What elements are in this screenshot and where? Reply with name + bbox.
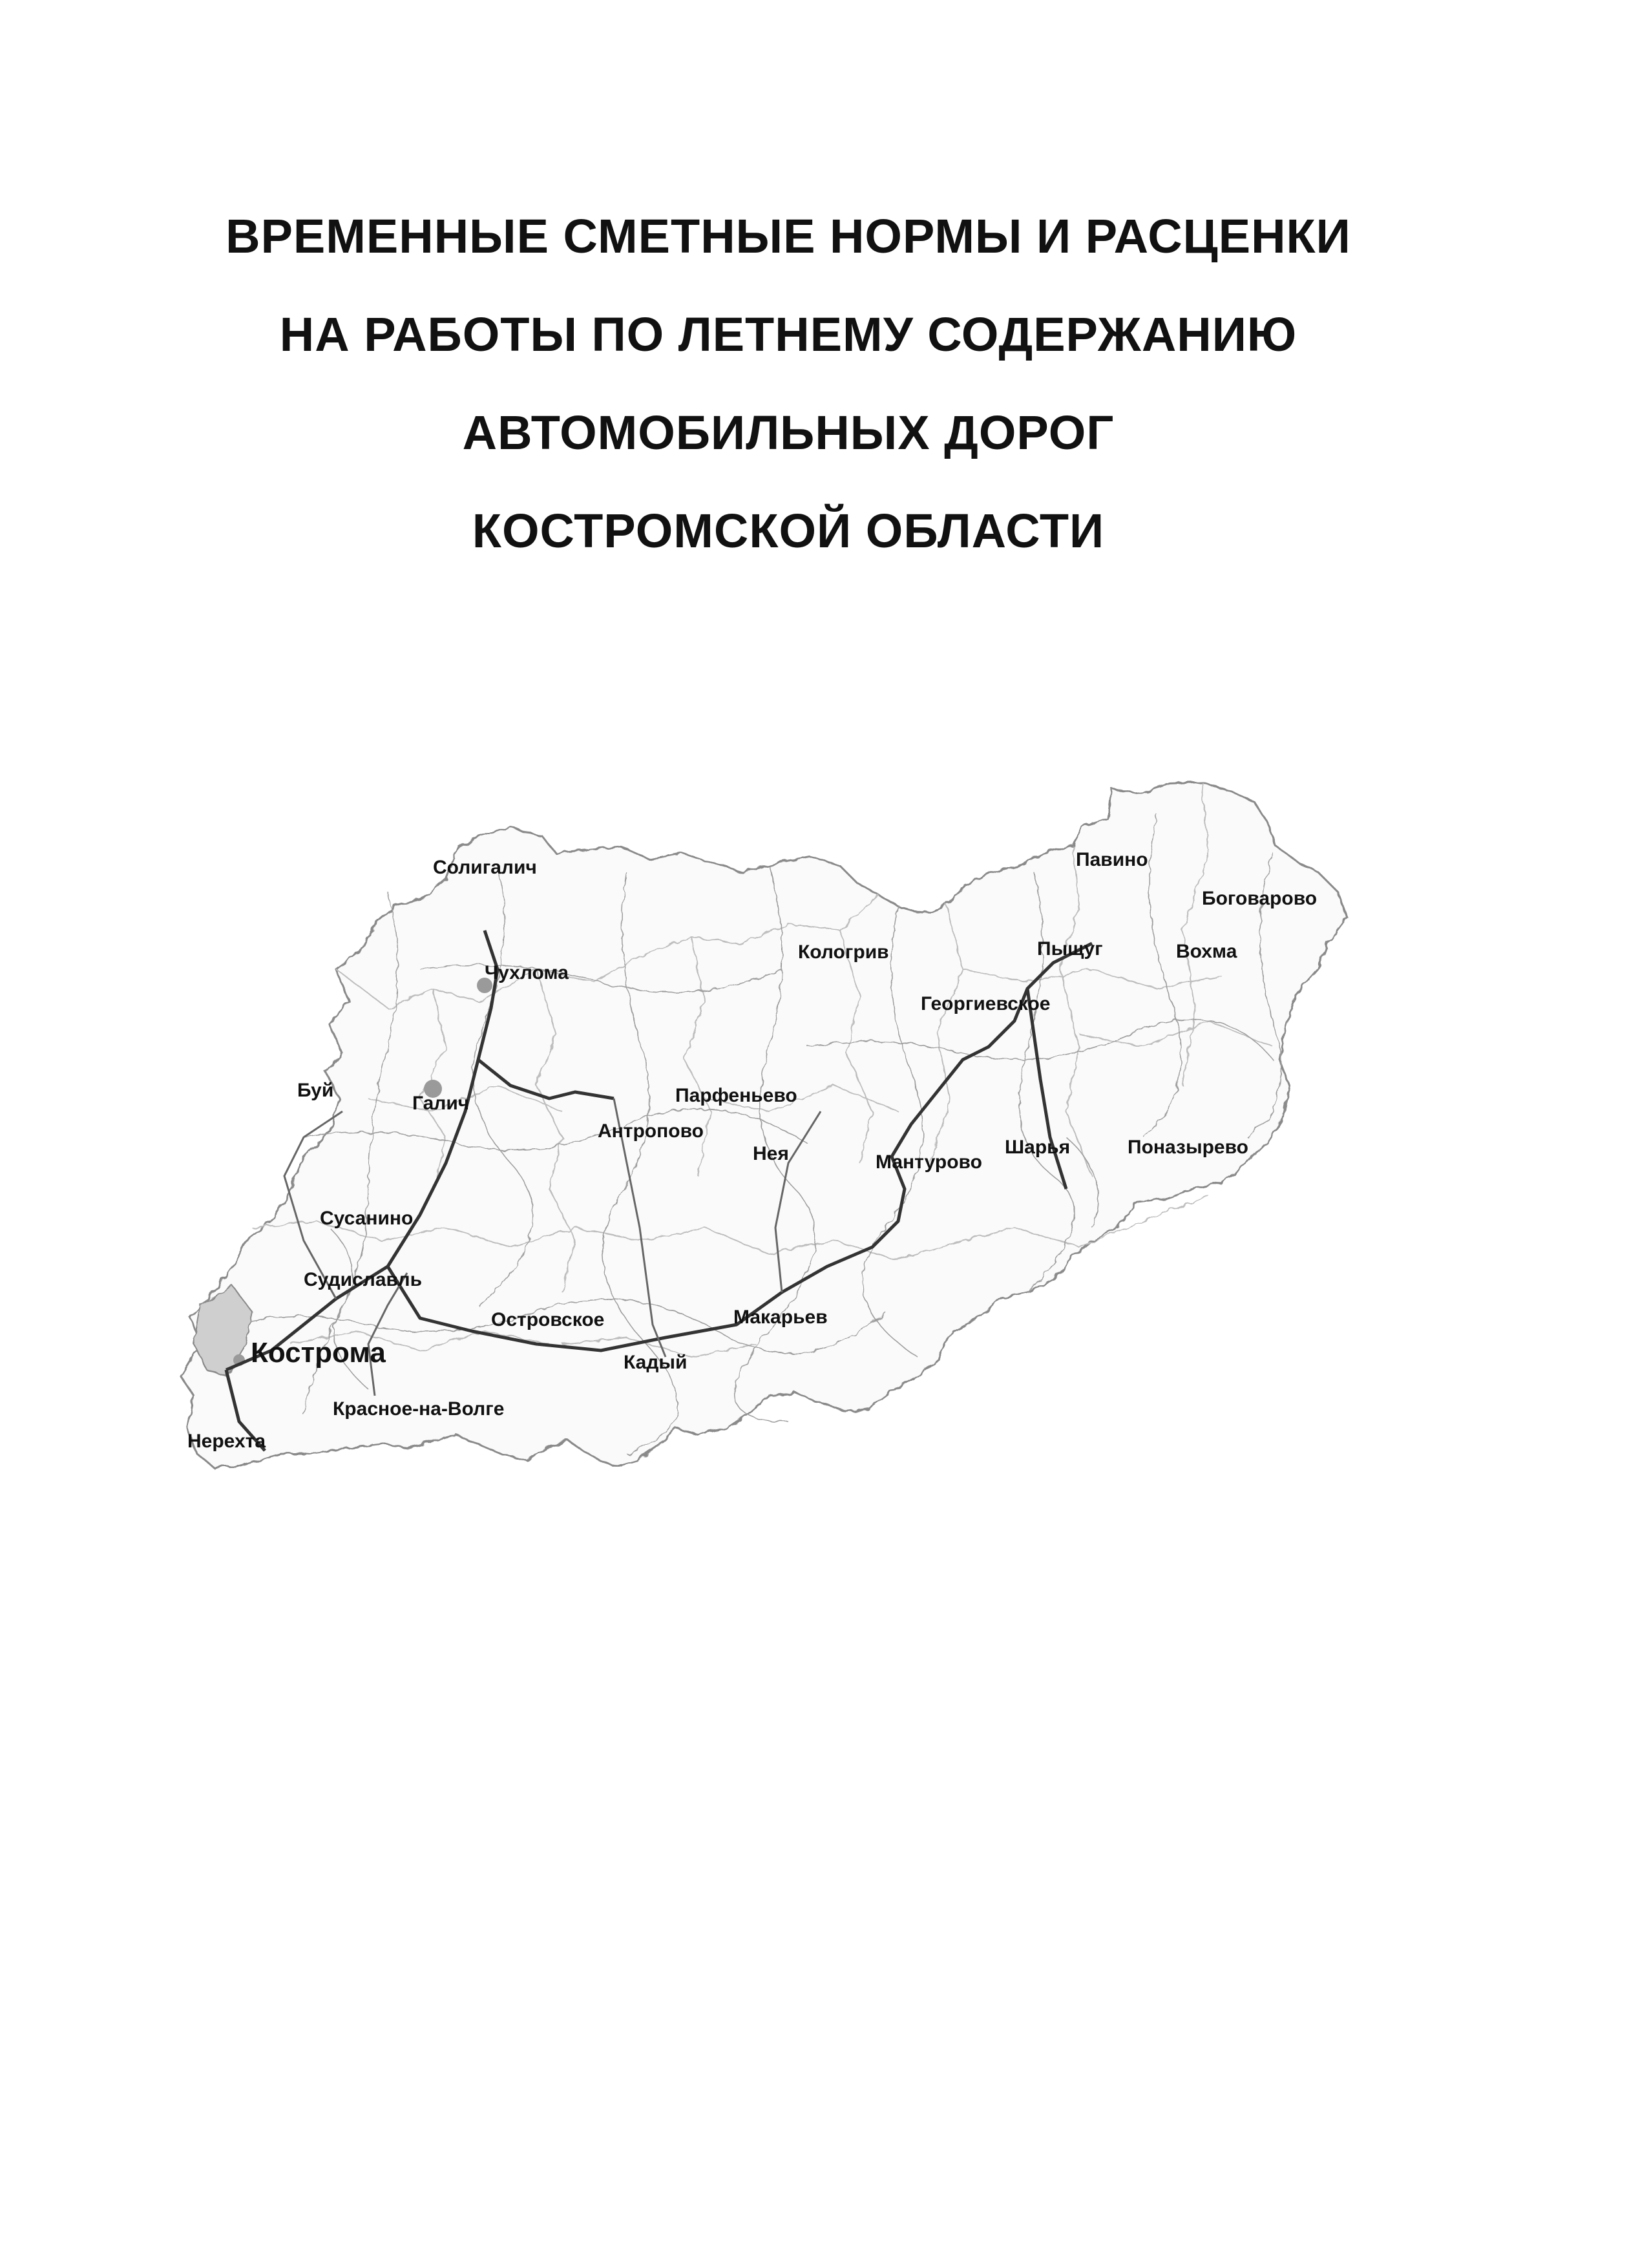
label-pavino: Павино [1076, 849, 1148, 870]
label-bui: Буй [297, 1080, 334, 1101]
label-vokhma: Вохма [1176, 941, 1237, 962]
label-susanino: Сусанино [320, 1208, 414, 1229]
label-makarev: Макарьев [733, 1307, 828, 1328]
label-neya: Нея [753, 1143, 789, 1164]
label-parfenevo: Парфеньево [675, 1085, 797, 1106]
label-krasnoe: Красное-на-Волге [333, 1398, 505, 1420]
document-title [194, 187, 1383, 580]
label-pyshchug: Пыщуг [1037, 938, 1103, 960]
label-sudislavl: Судиславль [304, 1269, 423, 1290]
label-ostrovskoe: Островское [491, 1309, 605, 1330]
label-manturovo: Мантурово [876, 1151, 982, 1173]
title-line-1: ВРЕМЕННЫЕ СМЕТНЫЕ НОРМЫ И РАСЦЕНКИ [226, 209, 1351, 263]
label-chukhloma: Чухлома [485, 962, 569, 983]
title-line-2: НА РАБОТЫ ПО ЛЕТНЕМУ СОДЕРЖАНИЮ [279, 308, 1297, 361]
label-galich: Галич [412, 1093, 470, 1114]
label-soligalich: Солигалич [433, 857, 537, 878]
label-ponazyrevo: Поназырево [1128, 1137, 1248, 1158]
label-kologriv: Кологрив [798, 941, 889, 963]
label-georgievskoe: Георгиевское [921, 993, 1051, 1014]
label-bogovarovo: Боговарово [1202, 888, 1318, 909]
label-sharya: Шарья [1005, 1137, 1071, 1158]
label-antropovo: Антропово [598, 1120, 704, 1142]
title-line-3: АВТОМОБИЛЬНЫХ ДОРОГ [462, 406, 1115, 459]
title-line-4: КОСТРОМСКОЙ ОБЛАСТИ [472, 504, 1105, 558]
region-map [174, 775, 1402, 1493]
label-kostroma: Кострома [251, 1337, 386, 1369]
label-kadyy: Кадый [624, 1352, 688, 1373]
label-nerekhta: Нерехта [187, 1431, 266, 1452]
